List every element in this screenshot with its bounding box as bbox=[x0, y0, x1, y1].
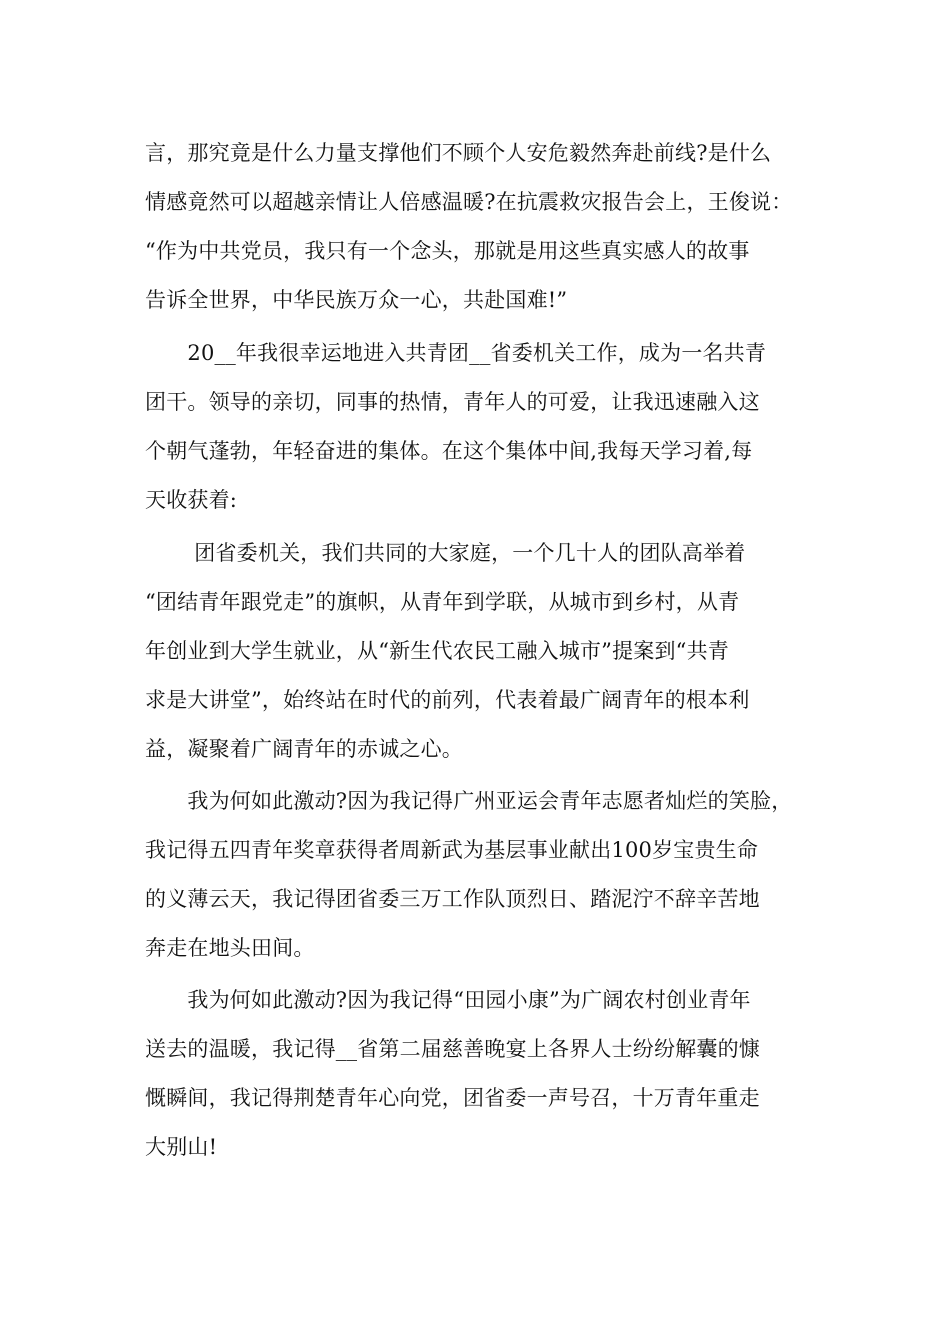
text-line: 天收获着: bbox=[145, 488, 238, 512]
text-line: 告诉全世界，中华民族万众一心，共赴国难!” bbox=[145, 288, 568, 312]
text-line: 送去的温暖，我记得__省第二届慈善晚宴上各界人士纷纷解囊的慷 bbox=[145, 1037, 760, 1061]
text-line: 言，那究竟是什么力量支撑他们不顾个人安危毅然奔赴前线?是什么 bbox=[145, 141, 772, 165]
text-line: 的义薄云天，我记得团省委三万工作队顶烈日、踏泥泞不辞辛苦地 bbox=[145, 887, 760, 911]
text-line: 慨瞬间，我记得荆楚青年心向党，团省委一声号召，十万青年重走 bbox=[145, 1086, 760, 1110]
text-line: 团干。领导的亲切，同事的热情，青年人的可爱，让我迅速融入这 bbox=[145, 390, 760, 414]
text-line: 个朝气蓬勃，年轻奋进的集体。在这个集体中间,我每天学习着,每 bbox=[145, 439, 753, 463]
text-line: 我记得五四青年奖章获得者周新武为基层事业献出100岁宝贵生命 bbox=[145, 838, 759, 862]
text-line: 情感竟然可以超越亲情让人倍感温暖?在抗震救灾报告会上，王俊说： bbox=[145, 190, 793, 214]
text-line: 求是大讲堂”，始终站在时代的前列，代表着最广阔青年的根本利 bbox=[145, 688, 750, 712]
text-line: 20__年我很幸运地进入共青团__省委机关工作，成为一名共青 bbox=[145, 341, 767, 365]
text-line: 我为何如此激动?因为我记得广州亚运会青年志愿者灿烂的笑脸， bbox=[145, 789, 793, 813]
text-line: 我为何如此激动?因为我记得“田园小康”为广阔农村创业青年 bbox=[145, 988, 751, 1012]
text-line: 团省委机关，我们共同的大家庭，一个几十人的团队高举着 bbox=[145, 541, 746, 565]
text-line: “作为中共党员，我只有一个念头，那就是用这些真实感人的故事 bbox=[145, 239, 750, 263]
text-line: 年创业到大学生就业，从“新生代农民工融入城市”提案到“共青 bbox=[145, 639, 730, 663]
text-line: “团结青年跟党走”的旗帜，从青年到学联，从城市到乡村，从青 bbox=[145, 590, 740, 614]
text-line: 奔走在地头田间。 bbox=[145, 936, 315, 960]
text-line: 益，凝聚着广阔青年的赤诚之心。 bbox=[145, 737, 463, 761]
text-line: 大别山! bbox=[145, 1135, 218, 1159]
